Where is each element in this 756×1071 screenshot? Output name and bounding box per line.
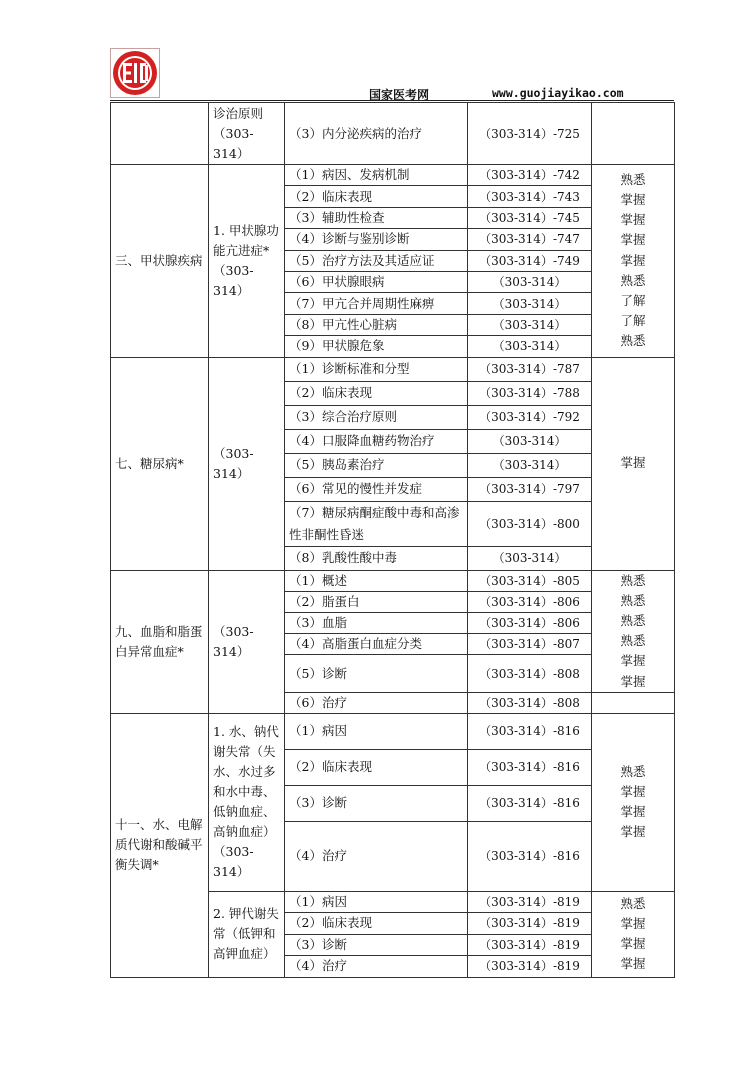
item-label: （2）临床表现 [285, 913, 468, 935]
item-page: （303-314）-816 [468, 713, 592, 749]
site-url[interactable]: www.guojiayikao.com [492, 86, 624, 100]
item-label: （7）糖尿病酮症酸中毒和高渗性非酮性昏迷 [285, 501, 468, 546]
subunit-cell: 1. 水、钠代谢失常（失水、水过多和水中毒、低钠血症、高钠血症）（303-314） [209, 713, 285, 891]
item-label: （6）治疗 [285, 692, 468, 713]
item-label: （1）概述 [285, 570, 468, 591]
item-page: （303-314）-819 [468, 913, 592, 935]
item-label: （3）综合治疗原则 [285, 405, 468, 429]
requirement-level: 熟悉 [620, 612, 646, 628]
requirement-cell [592, 103, 675, 165]
item-page: （303-314）-816 [468, 785, 592, 821]
item-page: （303-314）-819 [468, 934, 592, 956]
site-name: 国家医考网 [369, 88, 430, 102]
requirement-level: 了解 [620, 293, 646, 309]
requirement-level: 掌握 [620, 252, 646, 268]
requirement-cell [592, 891, 675, 977]
requirement-cell: 掌握 [592, 357, 675, 570]
item-page: （303-314）-725 [468, 103, 592, 165]
item-label: （5）治疗方法及其适应证 [285, 250, 468, 271]
item-page: （303-314） [468, 453, 592, 477]
subunit-cell: （303-314） [209, 357, 285, 570]
item-label: （4）诊断与鉴别诊断 [285, 229, 468, 250]
item-label: （4）治疗 [285, 821, 468, 891]
item-label: （5）诊断 [285, 655, 468, 692]
item-label: （4）高脂蛋白血症分类 [285, 634, 468, 655]
table-row [111, 713, 675, 749]
item-label: （3）血脂 [285, 612, 468, 633]
item-page: （303-314）-788 [468, 381, 592, 405]
item-page: （303-314）-819 [468, 956, 592, 978]
requirement-level: 熟悉 [620, 633, 646, 649]
item-page: （303-314）-819 [468, 891, 592, 913]
item-page: （303-314）-800 [468, 501, 592, 546]
requirement-level: 掌握 [620, 956, 646, 972]
item-label: （3）诊断 [285, 785, 468, 821]
requirement-level: 掌握 [620, 936, 646, 952]
requirement-level: 掌握 [620, 212, 646, 228]
requirement-cell [592, 713, 675, 891]
subunit-cell: 1. 甲状腺功能亢进症*（303-314） [209, 165, 285, 358]
requirement-level: 熟悉 [620, 572, 646, 588]
item-label: （2）临床表现 [285, 749, 468, 785]
requirement-level: 掌握 [620, 232, 646, 248]
subunit-cell: 2. 钾代谢失常（低钾和高钾血症） [209, 891, 285, 977]
item-page: （303-314）-805 [468, 570, 592, 591]
item-label: （9）甲状腺危象 [285, 336, 468, 357]
table-row [111, 357, 675, 381]
item-label: （4）治疗 [285, 956, 468, 978]
item-label: （3）内分泌疾病的治疗 [285, 103, 468, 165]
item-page: （303-314）-816 [468, 821, 592, 891]
requirement-level: 熟悉 [620, 272, 646, 288]
item-page: （303-314）-743 [468, 186, 592, 207]
item-page: （303-314） [468, 546, 592, 570]
item-label: （8）乳酸性酸中毒 [285, 546, 468, 570]
table-row [111, 570, 675, 591]
item-label: （3）辅助性检查 [285, 207, 468, 228]
item-page: （303-314）-807 [468, 634, 592, 655]
item-page: （303-314） [468, 271, 592, 292]
requirement-level: 掌握 [620, 653, 646, 669]
item-page: （303-314）-747 [468, 229, 592, 250]
item-page: （303-314）-797 [468, 477, 592, 501]
item-page: （303-314）-816 [468, 749, 592, 785]
requirement-level: 熟悉 [620, 895, 646, 911]
item-page: （303-314）-806 [468, 591, 592, 612]
item-label: （2）脂蛋白 [285, 591, 468, 612]
item-page: （303-314）-806 [468, 612, 592, 633]
requirement-level: 掌握 [620, 192, 646, 208]
item-page: （303-314） [468, 314, 592, 335]
requirement-level: 掌握 [620, 784, 646, 800]
table-row [111, 165, 675, 186]
unit-cell: 十一、水、电解质代谢和酸碱平衡失调* [111, 713, 209, 977]
item-page: （303-314）-792 [468, 405, 592, 429]
unit-cell: 三、甲状腺疾病 [111, 165, 209, 358]
requirement-level: 熟悉 [620, 763, 646, 779]
requirement-level: 熟悉 [620, 592, 646, 608]
requirement-level: 掌握 [620, 824, 646, 840]
item-label: （2）临床表现 [285, 186, 468, 207]
item-page: （303-314）-745 [468, 207, 592, 228]
item-label: （6）常见的慢性并发症 [285, 477, 468, 501]
unit-cell: 七、糖尿病* [111, 357, 209, 570]
item-label: （1）诊断标准和分型 [285, 357, 468, 381]
header-rule [110, 100, 674, 101]
item-page: （303-314） [468, 293, 592, 314]
subunit-cell: （303-314） [209, 570, 285, 713]
item-page: （303-314）-749 [468, 250, 592, 271]
item-label: （3）诊断 [285, 934, 468, 956]
item-label: （1）病因 [285, 891, 468, 913]
item-label: （5）胰岛素治疗 [285, 453, 468, 477]
item-page: （303-314）-808 [468, 655, 592, 692]
item-page: （303-314）-787 [468, 357, 592, 381]
requirement-cell [592, 165, 675, 358]
item-label: （2）临床表现 [285, 381, 468, 405]
syllabus-table [110, 102, 675, 978]
item-page: （303-314） [468, 336, 592, 357]
requirement-level: 掌握 [620, 673, 646, 689]
item-label: （7）甲亢合并周期性麻痹 [285, 293, 468, 314]
item-label: （8）甲亢性心脏病 [285, 314, 468, 335]
table-row [111, 103, 675, 165]
item-page: （303-314） [468, 429, 592, 453]
item-label: （4）口服降血糖药物治疗 [285, 429, 468, 453]
item-label: （6）甲状腺眼病 [285, 271, 468, 292]
requirement-level: 熟悉 [620, 333, 646, 349]
item-label: （1）病因、发病机制 [285, 165, 468, 186]
item-label: （1）病因 [285, 713, 468, 749]
item-page: （303-314）-808 [468, 692, 592, 713]
item-page: （303-314）-742 [468, 165, 592, 186]
requirement-level: 了解 [620, 313, 646, 329]
unit-cell: 九、血脂和脂蛋白异常血症* [111, 570, 209, 713]
requirement-cell [592, 692, 675, 713]
requirement-level: 掌握 [620, 916, 646, 932]
requirement-cell [592, 570, 675, 692]
subunit-cell: 诊治原则（303-314） [209, 103, 285, 165]
unit-cell [111, 103, 209, 165]
logo [110, 48, 160, 98]
requirement-level: 熟悉 [620, 171, 646, 187]
requirement-level: 掌握 [620, 804, 646, 820]
